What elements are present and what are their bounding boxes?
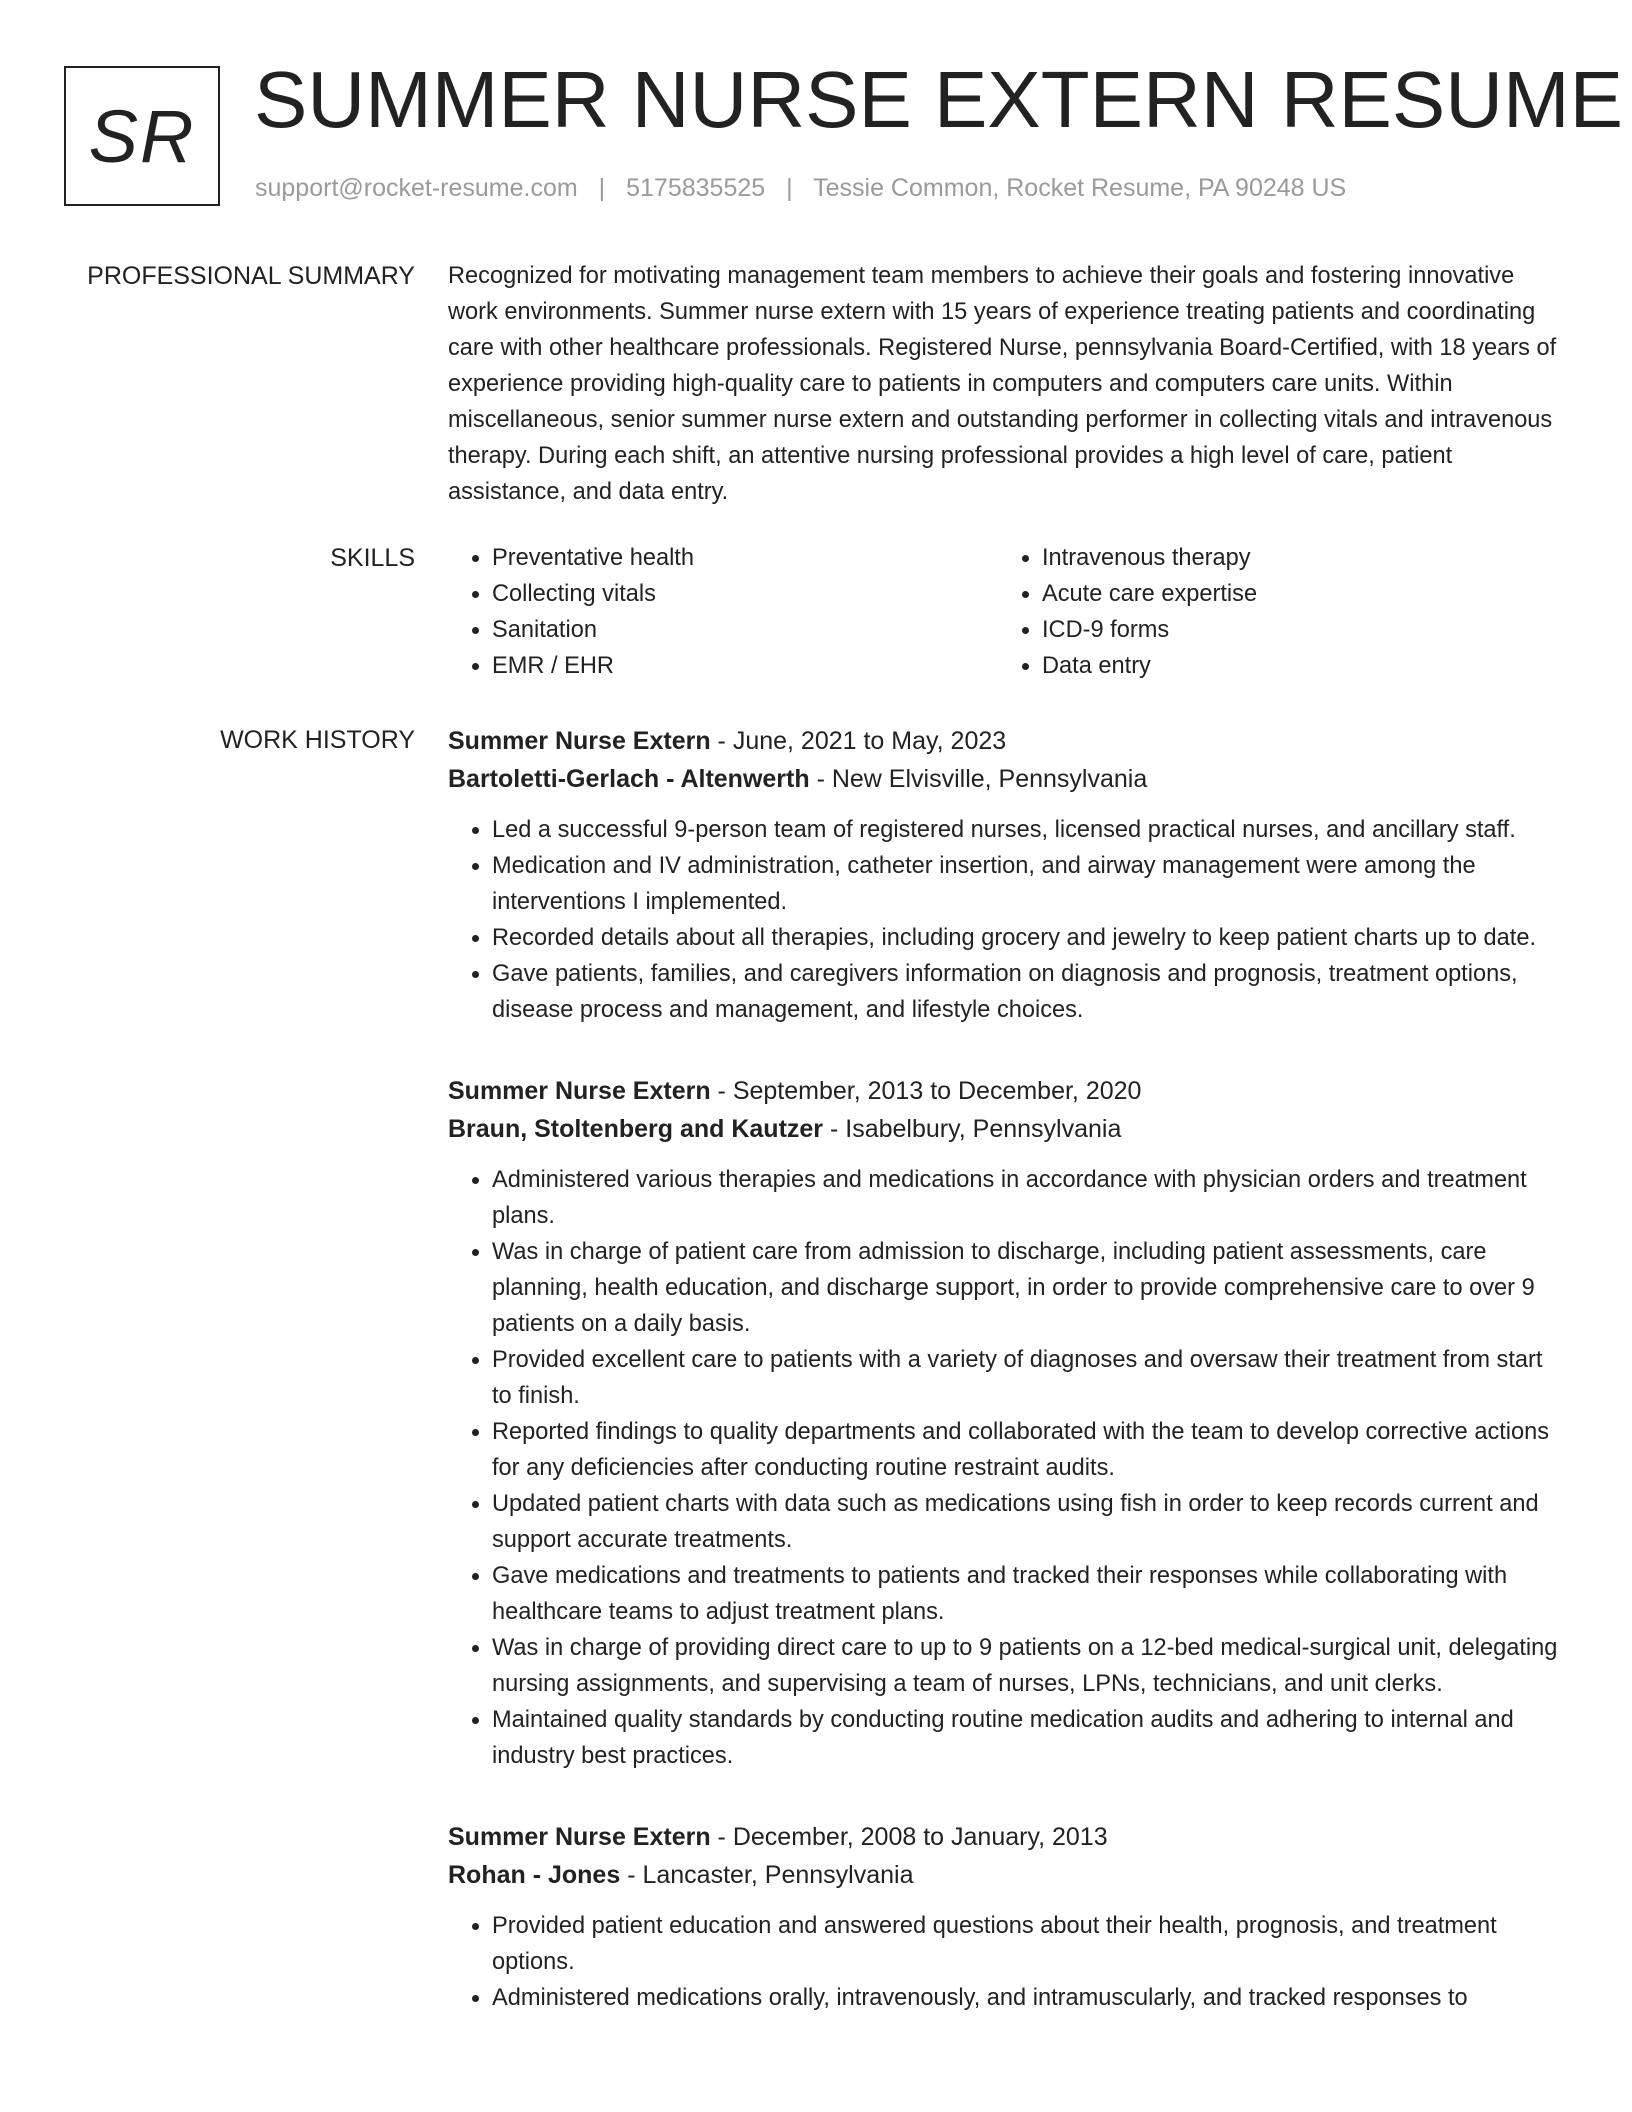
skills-list-left <box>448 540 998 684</box>
contact-phone: 5175835525 <box>626 174 766 202</box>
job-bullet: • Medication and IV administration, catheter insertion, and airway management were among the interventions I implemented. <box>492 848 1568 920</box>
job-role: Summer Nurse Extern <box>448 1077 711 1105</box>
skill-item: • EMR / EHR <box>492 648 998 684</box>
contact-separator: | <box>786 174 793 202</box>
job-bullet: • Gave patients, families, and caregivers information on diagnosis and prognosis, treatment options, disease process and management, and lifestyle choices. <box>492 956 1568 1028</box>
resume-title: SUMMER NURSE EXTERN RESUME <box>254 55 1624 144</box>
job-location: - Lancaster, Pennsylvania <box>620 1861 914 1889</box>
monogram-logo: SR <box>64 66 220 206</box>
contact-email: support@rocket-resume.com <box>255 174 578 202</box>
work-history-heading: WORK HISTORY <box>220 726 415 754</box>
work-history-section <box>448 722 1568 2060</box>
skills-list-right <box>998 540 1548 684</box>
contact-line <box>255 174 1346 203</box>
job-company-line <box>448 1856 1568 1894</box>
job-company-line <box>448 1110 1568 1148</box>
job-role-line <box>448 1818 1568 1856</box>
summary-section <box>448 258 1568 510</box>
job-role: Summer Nurse Extern <box>448 1823 711 1851</box>
job-bullet: • Gave medications and treatments to patients and tracked their responses while collaborating with healthcare teams to adjust treatment plans. <box>492 1558 1568 1630</box>
skills-section <box>448 540 1568 684</box>
job-bullet: • Maintained quality standards by conducting routine medication audits and adhering to internal and industry best practices. <box>492 1702 1568 1774</box>
job-entry <box>448 1818 1568 2016</box>
skill-item: • Intravenous therapy <box>1042 540 1548 576</box>
job-entry <box>448 722 1568 1028</box>
job-company-line <box>448 760 1568 798</box>
summary-text: Recognized for motivating management team members to achieve their goals and fostering innovative work environments. Summer nurse extern with 15 years of experience treating patients and coordinating care with other healthcare professionals. Registered Nurse, pennsylvania Board-Certified, with 18 years of experience providing high-quality care to patients in computers and computers care units. Within miscellaneous, senior summer nurse extern and outstanding performer in collecting vitals and intravenous therapy. During each shift, an attentive nursing professional provides a high level of care, patient assistance, and data entry. <box>448 263 1557 505</box>
job-bullets <box>448 1162 1568 1774</box>
contact-separator: | <box>598 174 606 202</box>
contact-address: Tessie Common, Rocket Resume, PA 90248 US <box>813 174 1347 202</box>
job-bullet: • Was in charge of patient care from admission to discharge, including patient assessments, care planning, health education, and discharge support, in order to provide comprehensive care to over 9 patients on a daily basis. <box>492 1234 1568 1342</box>
job-bullet: • Recorded details about all therapies, including grocery and jewelry to keep patient charts up to date. <box>492 920 1568 956</box>
job-company: Braun, Stoltenberg and Kautzer <box>448 1115 824 1143</box>
skills-grid <box>448 540 1568 684</box>
skill-item: • Data entry <box>1042 648 1548 684</box>
skill-item: • Preventative health <box>492 540 998 576</box>
job-bullet: • Provided excellent care to patients with a variety of diagnoses and oversaw their treatment from start to finish. <box>492 1342 1568 1414</box>
job-company: Rohan - Jones <box>448 1861 621 1889</box>
job-dates: - December, 2008 to January, 2013 <box>710 1823 1108 1851</box>
job-bullet: • Administered medications orally, intravenously, and intramuscularly, and tracked responses to <box>492 1980 1568 2016</box>
job-location: - New Elvisville, Pennsylvania <box>809 765 1148 793</box>
skill-item: • Collecting vitals <box>492 576 998 612</box>
skills-heading: SKILLS <box>330 544 415 572</box>
job-role: Summer Nurse Extern <box>448 727 711 755</box>
skill-item: • ICD-9 forms <box>1042 612 1548 648</box>
job-bullets <box>448 1908 1568 2016</box>
job-role-line <box>448 1072 1568 1110</box>
skill-item: • Sanitation <box>492 612 998 648</box>
job-bullet: • Led a successful 9-person team of registered nurses, licensed practical nurses, and ancillary staff. <box>492 812 1568 848</box>
summary-heading: PROFESSIONAL SUMMARY <box>87 262 415 290</box>
job-role-line <box>448 722 1568 760</box>
job-entry <box>448 1072 1568 1774</box>
job-bullets <box>448 812 1568 1028</box>
job-bullet: • Updated patient charts with data such as medications using fish in order to keep records current and support accurate treatments. <box>492 1486 1568 1558</box>
job-bullet: • Administered various therapies and medications in accordance with physician orders and treatment plans. <box>492 1162 1568 1234</box>
job-dates: - June, 2021 to May, 2023 <box>710 727 1007 755</box>
skill-item: • Acute care expertise <box>1042 576 1548 612</box>
job-bullet: • Reported findings to quality departments and collaborated with the team to develop corrective actions for any deficiencies after conducting routine restraint audits. <box>492 1414 1568 1486</box>
job-location: - Isabelbury, Pennsylvania <box>823 1115 1122 1143</box>
job-dates: - September, 2013 to December, 2020 <box>710 1077 1142 1105</box>
job-bullet: • Provided patient education and answered questions about their health, prognosis, and treatment options. <box>492 1908 1568 1980</box>
job-bullet: • Was in charge of providing direct care to up to 9 patients on a 12-bed medical-surgical unit, delegating nursing assignments, and supervising a team of nurses, LPNs, technicians, and unit clerks. <box>492 1630 1568 1702</box>
job-company: Bartoletti-Gerlach - Altenwerth <box>448 765 810 793</box>
